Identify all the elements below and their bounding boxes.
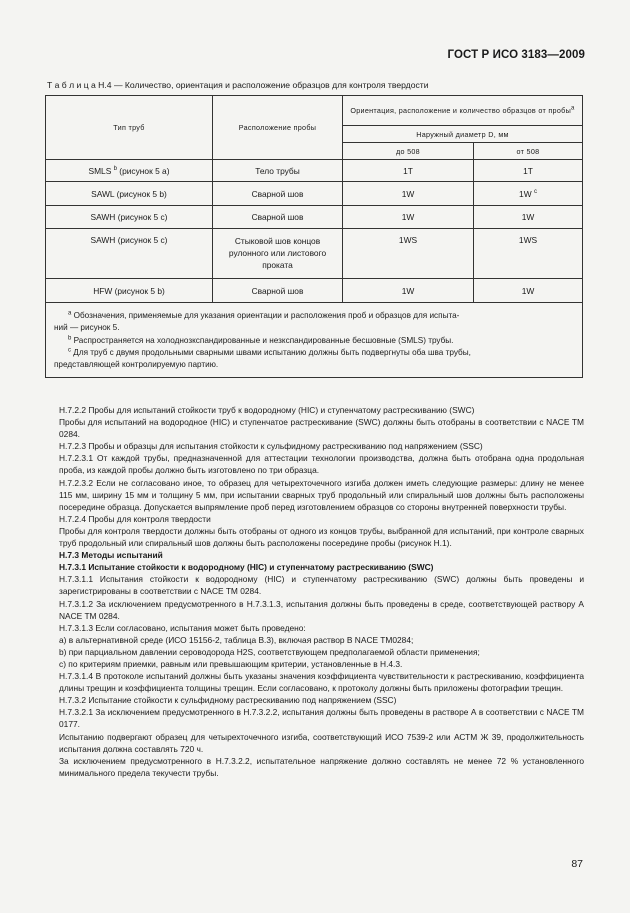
header-pipe-type: Тип труб bbox=[46, 96, 213, 160]
table-row bbox=[46, 229, 583, 279]
cell-location: Стыковой шов концов рулонного или листового проката bbox=[213, 229, 343, 279]
paragraph: Н.7.3.1.1 Испытания стойкости к водородному (HIC) и ступенчатому растрескиванию (SWC) должны быть проведены и зарегистрированы в соответствии с NACE TM 0284. bbox=[59, 574, 584, 597]
paragraph: Н.7.3.1.2 За исключением предусмотренного в Н.7.3.1.3, испытания должны быть проведены в среде, соответствующей раствору А NACE TM 0284. bbox=[59, 598, 584, 621]
cell-value-upto: 1W bbox=[343, 279, 474, 303]
list-item: b) при парциальном давлении сероводорода H2S, соответствующем предполагаемой области применения; bbox=[59, 646, 480, 657]
section-heading: Н.7.3.1 Испытание стойкости к водородному (HIC) и ступенчатому растрескиванию (SWC) bbox=[59, 562, 434, 573]
document-header: ГОСТ Р ИСО 3183—2009 bbox=[447, 49, 585, 61]
paragraph: Н.7.3.2.1 За исключением предусмотренного в Н.7.3.2.2, испытания должны быть проведены в растворе А в соответствии с NACE TM 0177. bbox=[59, 707, 584, 730]
cell-value-from: 1WS bbox=[474, 229, 583, 279]
cell-value-from: 1W $^c$ bbox=[474, 182, 583, 206]
cell-value-upto: 1WS bbox=[343, 229, 474, 279]
hardness-samples-table bbox=[45, 95, 583, 378]
paragraph: Н.7.3.2 Испытание стойкости к сульфидному растрескиванию под напряжением (SSC) bbox=[59, 695, 397, 706]
footnote: $^a$ Обозначения, применяемые для указания ориентации и расположения проб и образцов для испыта- bbox=[68, 310, 460, 320]
paragraph: Н.7.2.2 Пробы для испытаний стойкости труб к водородному (HIC) и ступенчатому растрескиванию (SWC) bbox=[59, 405, 475, 415]
paragraph: Н.7.3.1.4 В протоколе испытаний должны быть указаны значения коэффициента чувствительности к растрескиванию, коэффициента длины трещин и коэффициента толщины трещин. Если согласовано, к протоколу должны быть приложены фотографии трещин. bbox=[59, 671, 584, 694]
table-caption: Т а б л и ц а Н.4 — Количество, ориентация и расположение образцов для контроля твердости bbox=[47, 80, 429, 90]
table-row bbox=[46, 182, 583, 206]
footnote-continuation: ний — рисунок 5. bbox=[54, 323, 120, 333]
table-row bbox=[46, 160, 583, 182]
paragraph: Н.7.2.3.2 Если не согласовано иное, то образец для четырехточечного изгиба должен иметь следующие размеры: длину не менее 115 мм, ширину 15 мм и толщину 5 мм, при испытании сварных труб продольный или спиральный шов должны быть расположены посередине образца. Допускается выпрямление проб перед изготовлением образцов со стороны внутренней поверхности трубы. bbox=[59, 477, 584, 512]
cell-location: Сварной шов bbox=[213, 206, 343, 229]
cell-value-upto: 1W bbox=[343, 206, 474, 229]
paragraph: Н.7.2.4 Пробы для контроля твердости bbox=[59, 513, 211, 524]
footnote-continuation: представляющей контролируемую партию. bbox=[54, 360, 219, 370]
header-upto-508: до 508 bbox=[343, 143, 474, 160]
footnote: $^c$ Для труб с двумя продольными сварными швами испытанию должны быть подвергнуты оба шва трубы, bbox=[68, 347, 471, 357]
header-orientation: Ориентация, расположение и количество образцов от пробы$^a$ bbox=[343, 96, 583, 126]
table-row bbox=[46, 206, 583, 229]
table-footnotes bbox=[46, 303, 583, 378]
body-text bbox=[46, 404, 584, 779]
cell-pipe-type: SAWL (рисунок 5 b) bbox=[46, 182, 213, 206]
paragraph: За исключением предусмотренного в Н.7.3.2.2, испытательное напряжение должно составлять не менее 72 % установленного минимального предела текучести трубы. bbox=[59, 755, 584, 778]
cell-value-from: 1T bbox=[474, 160, 583, 182]
paragraph: Испытанию подвергают образец для четырехточечного изгиба, соответствующий ИСО 7539-2 или АСТМ Ж 39, продолжительность испытания должна составлять 720 ч. bbox=[59, 731, 584, 754]
cell-pipe-type: HFW (рисунок 5 b) bbox=[46, 279, 213, 303]
paragraph: Н.7.2.3.1 От каждой трубы, предназначенной для аттестации технологии производства, должна быть отобрана одна продольная проба, из каждой пробы должно быть изготовлено по три образца. bbox=[59, 453, 584, 476]
footnote: $^b$ Распространяется на холоднозкспандированные и незкспандированные бесшовные (SMLS) трубы. bbox=[68, 334, 454, 345]
paragraph: Н.7.3.1.3 Если согласовано, испытания может быть проведено: bbox=[59, 622, 306, 633]
page-number: 87 bbox=[571, 858, 583, 870]
cell-location: Сварной шов bbox=[213, 279, 343, 303]
paragraph: Н.7.2.3 Пробы и образцы для испытания стойкости к сульфидному растрескиванию под напряжением (SSC) bbox=[59, 441, 483, 452]
table-row bbox=[46, 279, 583, 303]
cell-value-from: 1W bbox=[474, 206, 583, 229]
list-item: с) по критериям приемки, равным или превышающим критерии, установленные в Н.4.3. bbox=[59, 658, 403, 669]
header-location: Расположение пробы bbox=[213, 96, 343, 160]
paragraph: Пробы для контроля твердости должны быть отобраны от одного из концов трубы, выбранной для испытаний, при контроле сварных труб продольный или спиральный шов должны быть расположены посередине пробы (рисунок Н.1). bbox=[59, 525, 584, 549]
section-heading: Н.7.3 Методы испытаний bbox=[59, 550, 163, 561]
cell-location: Тело трубы bbox=[213, 160, 343, 182]
cell-pipe-type: SAWH (рисунок 5 c) bbox=[46, 206, 213, 229]
header-diameter: Наружный диаметр D, мм bbox=[343, 126, 583, 143]
cell-location: Сварной шов bbox=[213, 182, 343, 206]
cell-pipe-type: SMLS $^b$ (рисунок 5 a) bbox=[46, 160, 213, 182]
footnotes-row bbox=[46, 303, 583, 378]
cell-value-upto: 1T bbox=[343, 160, 474, 182]
header-from-508: от 508 bbox=[474, 143, 583, 160]
cell-value-upto: 1W bbox=[343, 182, 474, 206]
cell-value-from: 1W bbox=[474, 279, 583, 303]
list-item: а) в альтернативной среде (ИСО 15156-2, таблица В.3), включая раствор В NACE TM0284; bbox=[59, 634, 414, 645]
paragraph: Пробы для испытаний на водородное (HIC) и ступенчатое растрескивание (SWC) должны быть отобраны в соответствии с NACE TM 0284. bbox=[59, 417, 584, 440]
cell-pipe-type: SAWH (рисунок 5 c) bbox=[46, 229, 213, 279]
